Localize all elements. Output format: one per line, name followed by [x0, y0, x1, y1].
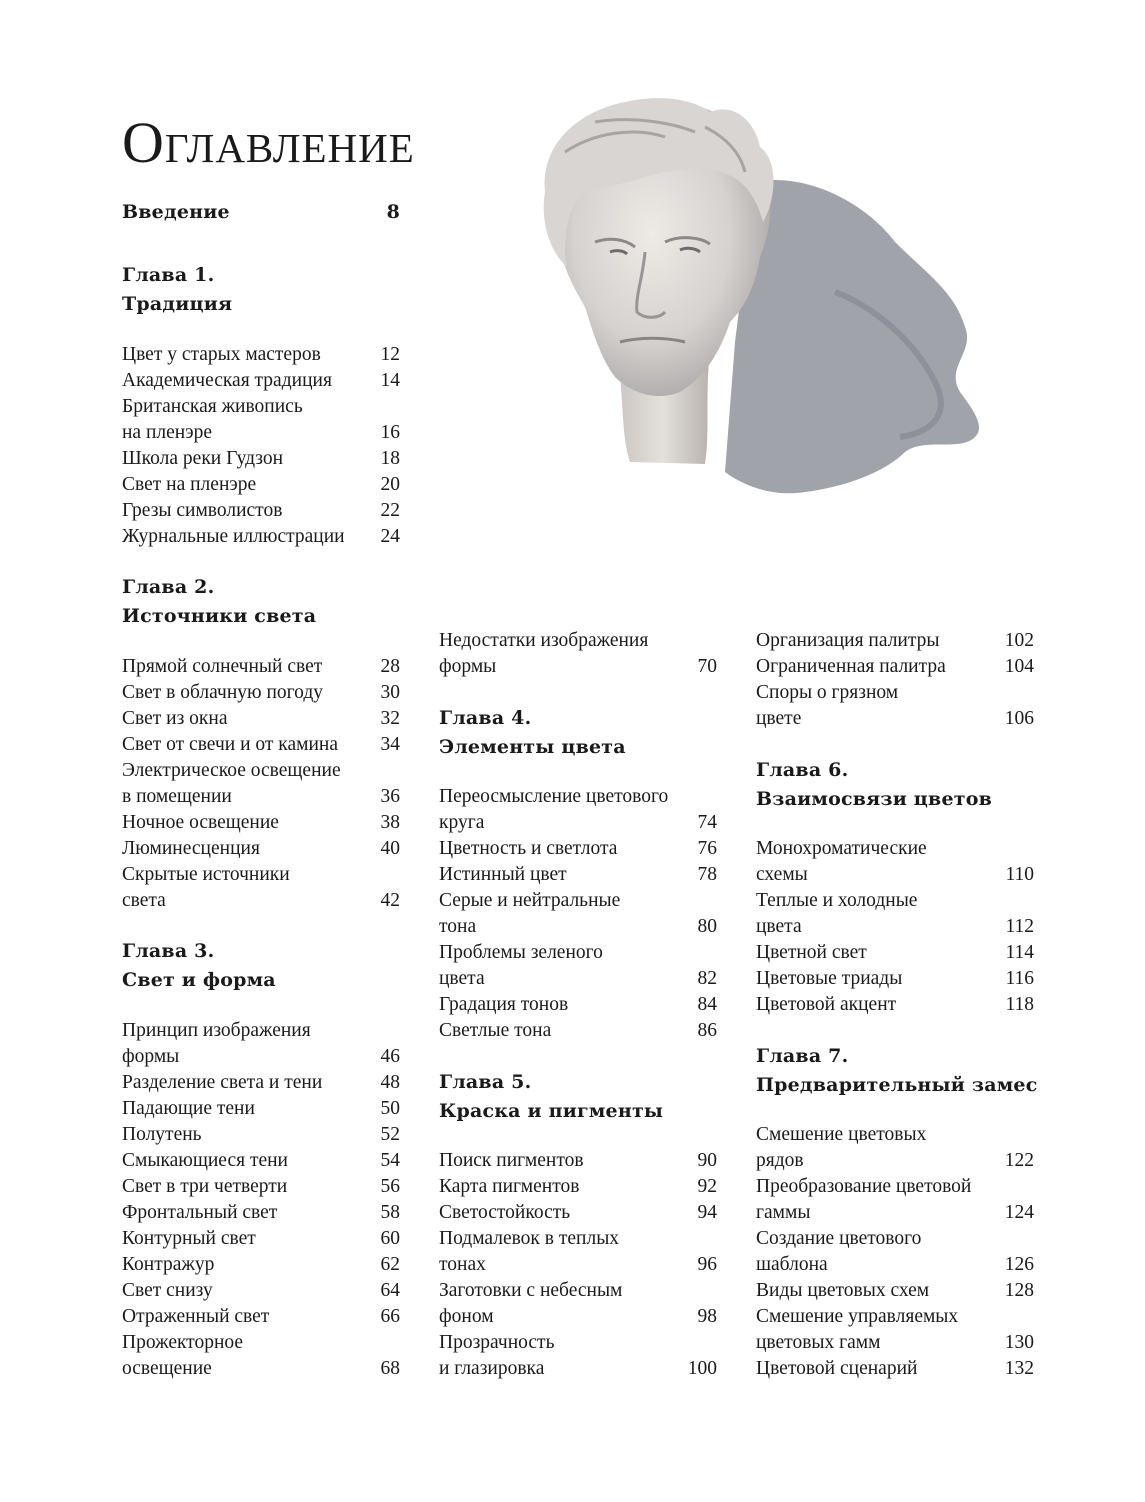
toc-entry[interactable] [756, 862, 1034, 888]
toc-entry-title: формы [439, 656, 497, 677]
toc-entry-title: Британская живопись [122, 396, 303, 417]
toc-entry-page: 86 [697, 1020, 717, 1041]
toc-entry-page: 110 [1005, 864, 1034, 885]
toc-entry-page: 96 [697, 1254, 717, 1275]
toc-entry-page: 46 [380, 1046, 400, 1067]
chapter-1-number[interactable]: Глава 1. [122, 264, 215, 286]
toc-entry-page: 42 [380, 890, 400, 911]
toc-entry[interactable] [439, 1200, 717, 1226]
toc-entry-title: Цветовой сценарий [756, 1358, 918, 1379]
toc-entry-page: 68 [380, 1358, 400, 1379]
toc-entry-title: Теплые и холодные [756, 890, 918, 911]
toc-entry-page: 34 [380, 734, 400, 755]
toc-entry[interactable] [439, 1330, 717, 1356]
chapter-3-title[interactable]: Свет и форма [122, 969, 276, 991]
toc-entry-title: Отраженный свет [122, 1306, 270, 1327]
toc-entry-page: 132 [1004, 1358, 1034, 1379]
toc-entry[interactable] [439, 1304, 717, 1330]
toc-entry-page: 24 [380, 526, 400, 547]
toc-entry-page: 114 [1005, 942, 1034, 963]
toc-entry-page: 70 [697, 656, 717, 677]
toc-entry[interactable] [122, 1018, 400, 1044]
toc-entry[interactable] [756, 836, 1034, 862]
toc-entry-title: Подмалевок в теплых [439, 1228, 620, 1249]
toc-entry-title: Грезы символистов [122, 500, 283, 521]
toc-entry-title: Принцип изображения [122, 1020, 311, 1041]
toc-entry[interactable] [439, 1018, 717, 1044]
toc-entry-title: цвете [756, 708, 802, 729]
toc-entry[interactable] [122, 472, 400, 498]
toc-entry-title: Свет в облачную погоду [122, 682, 324, 703]
toc-entry-page: 82 [697, 968, 717, 989]
toc-entry-title: Переосмысление цветового [439, 786, 669, 807]
toc-entry-page: 106 [1004, 708, 1034, 729]
toc-entry-title: Школа реки Гудзон [122, 448, 284, 469]
toc-entry[interactable] [756, 966, 1034, 992]
toc-entry-page: 18 [380, 448, 400, 469]
toc-entry[interactable] [122, 1330, 400, 1356]
toc-entry-page: 100 [687, 1358, 717, 1379]
toc-entry[interactable] [439, 1174, 717, 1200]
toc-entry-title: на пленэре [122, 422, 212, 443]
toc-entry-title: Электрическое освещение [122, 760, 341, 781]
toc-entry-page: 56 [380, 1176, 400, 1197]
toc-entry[interactable] [756, 628, 1034, 654]
chapter-2-title[interactable]: Источники света [122, 605, 317, 627]
toc-entry-title: фоном [439, 1306, 494, 1327]
toc-entry[interactable] [439, 1252, 717, 1278]
toc-entry-page: 66 [380, 1306, 400, 1327]
toc-entry-page: 104 [1004, 656, 1034, 677]
toc-entry-title: Светостойкость [439, 1202, 571, 1223]
toc-entry[interactable] [756, 1330, 1034, 1356]
toc-entry-page: 92 [697, 1176, 717, 1197]
toc-entry[interactable] [439, 888, 717, 914]
toc-entry[interactable] [122, 1278, 400, 1304]
toc-entry[interactable] [122, 1252, 400, 1278]
toc-entry-title: Светлые тона [439, 1020, 552, 1041]
toc-entry-title: Фронтальный свет [122, 1202, 278, 1223]
toc-entry-title: освещение [122, 1358, 212, 1379]
toc-entry-page: 22 [380, 500, 400, 521]
toc-entry-title: Цветовой акцент [756, 994, 897, 1015]
toc-entry-title: Цветовые триады [756, 968, 903, 989]
toc-entry-title: Недостатки изображения [439, 630, 649, 651]
toc-entry-page: 124 [1004, 1202, 1034, 1223]
toc-entry-title: Падающие тени [122, 1098, 255, 1119]
toc-entry[interactable] [122, 524, 400, 550]
toc-entry-page: 20 [380, 474, 400, 495]
toc-entry[interactable] [756, 1356, 1034, 1382]
toc-entry[interactable] [439, 1226, 717, 1252]
toc-entry-page: 14 [380, 370, 400, 391]
toc-entry-page: 80 [697, 916, 717, 937]
toc-entry[interactable] [122, 732, 400, 758]
toc-entry-page: 122 [1004, 1150, 1034, 1171]
toc-entry-page: 94 [697, 1202, 717, 1223]
toc-entry[interactable] [122, 498, 400, 524]
toc-entry-page: 62 [380, 1254, 400, 1275]
toc-entry-title: Скрытые источники [122, 864, 290, 885]
toc-entry-title: цвета [756, 916, 802, 937]
chapter-1-title[interactable]: Традиция [122, 293, 233, 315]
toc-entry-title: в помещении [122, 786, 232, 807]
toc-entry[interactable] [756, 940, 1034, 966]
toc-entry[interactable] [439, 1356, 717, 1382]
toc-entry[interactable] [122, 1044, 400, 1070]
toc-entry[interactable] [756, 914, 1034, 940]
toc-entry-title: Прожекторное [122, 1332, 244, 1353]
toc-entry-title: Проблемы зеленого [439, 942, 603, 963]
toc-entry[interactable] [122, 654, 400, 680]
toc-entry-title: Контурный свет [122, 1228, 256, 1249]
toc-entry[interactable] [756, 1122, 1034, 1148]
toc-entry[interactable] [756, 888, 1034, 914]
toc-entry-title: Свет из окна [122, 708, 228, 729]
toc-entry[interactable] [122, 1070, 400, 1096]
toc-entry-title: Истинный цвет [439, 864, 567, 885]
toc-entry-title: цвета [439, 968, 485, 989]
chapter-7-number[interactable]: Глава 7. [756, 1045, 849, 1067]
chapter-3-number[interactable]: Глава 3. [122, 940, 215, 962]
toc-column-2 [439, 0, 717, 1502]
toc-entry-title: Академическая традиция [122, 370, 332, 391]
toc-entry-title: Монохроматические [756, 838, 927, 859]
chapter-4-number[interactable]: Глава 4. [439, 707, 532, 729]
toc-entry-page: 40 [380, 838, 400, 859]
toc-entry-title: Заготовки с небесным [439, 1280, 623, 1301]
toc-column-3 [756, 0, 1038, 1502]
toc-entry[interactable] [439, 940, 717, 966]
chapter-5-title[interactable]: Краска и пигменты [439, 1100, 664, 1122]
toc-entry-title: Прозрачность [439, 1332, 555, 1353]
toc-entry-title: Создание цветового [756, 1228, 922, 1249]
toc-entry[interactable] [439, 914, 717, 940]
toc-intro[interactable] [122, 199, 400, 225]
toc-entry[interactable] [756, 1174, 1034, 1200]
toc-entry[interactable] [122, 1200, 400, 1226]
chapter-6-title[interactable]: Взаимосвязи цветов [756, 788, 992, 810]
toc-entry-title: Смешение цветовых [756, 1124, 927, 1145]
toc-entry-page: 52 [380, 1124, 400, 1145]
toc-entry[interactable] [122, 706, 400, 732]
toc-entry[interactable] [756, 706, 1034, 732]
toc-entry-title: Ограниченная палитра [756, 656, 946, 677]
toc-entry[interactable] [756, 680, 1034, 706]
toc-entry-page: 112 [1005, 916, 1034, 937]
chapter-2-number[interactable]: Глава 2. [122, 576, 215, 598]
toc-entry-title: формы [122, 1046, 180, 1067]
toc-entry-page: 118 [1005, 994, 1034, 1015]
toc-entry-title: Прямой солнечный свет [122, 656, 323, 677]
chapter-7-title[interactable]: Предварительный замес [756, 1074, 1038, 1096]
toc-entry-title: Организация палитры [756, 630, 940, 651]
toc-entry-title: рядов [756, 1150, 804, 1171]
toc-entry[interactable] [122, 1122, 400, 1148]
toc-entry[interactable] [756, 1304, 1034, 1330]
toc-entry[interactable] [122, 784, 400, 810]
toc-entry[interactable] [756, 654, 1034, 680]
toc-entry-title: Журнальные иллюстрации [122, 526, 345, 547]
toc-entry-title: цветовых гамм [756, 1332, 881, 1353]
toc-entry-page: 64 [380, 1280, 400, 1301]
toc-entry[interactable] [439, 836, 717, 862]
toc-entry-page: 48 [380, 1072, 400, 1093]
toc-entry-page: 126 [1004, 1254, 1034, 1275]
toc-entry-title: Градация тонов [439, 994, 569, 1015]
toc-entry-page: 50 [380, 1098, 400, 1119]
toc-entry[interactable] [756, 1226, 1034, 1252]
toc-entry[interactable] [122, 1174, 400, 1200]
toc-entry[interactable] [122, 758, 400, 784]
toc-entry[interactable] [439, 810, 717, 836]
toc-entry[interactable] [122, 836, 400, 862]
toc-entry-title: Контражур [122, 1254, 215, 1275]
toc-entry-title: круга [439, 812, 485, 833]
toc-entry[interactable] [122, 862, 400, 888]
toc-entry-page: 78 [697, 864, 717, 885]
toc-entry[interactable] [439, 1278, 717, 1304]
toc-entry[interactable] [122, 394, 400, 420]
toc-entry[interactable] [122, 420, 400, 446]
toc-entry-page: 32 [380, 708, 400, 729]
toc-entry-title: Полутень [122, 1124, 202, 1145]
page-title: Оглавление [122, 110, 415, 175]
toc-entry-page: 12 [380, 344, 400, 365]
toc-entry[interactable] [439, 862, 717, 888]
toc-entry-title: Поиск пигментов [439, 1150, 584, 1171]
toc-entry[interactable] [122, 888, 400, 914]
toc-entry-title: Люминесценция [122, 838, 260, 859]
toc-entry-title: Преобразование цветовой [756, 1176, 972, 1197]
toc-entry-page: 98 [697, 1306, 717, 1327]
toc-entry-title: Свет на пленэре [122, 474, 257, 495]
toc-column-1 [122, 0, 400, 1502]
toc-entry-page: 16 [380, 422, 400, 443]
toc-entry[interactable] [439, 1148, 717, 1174]
toc-entry-title: Цветной свет [756, 942, 867, 963]
toc-entry-title: и глазировка [439, 1358, 545, 1379]
chapter-5-number[interactable]: Глава 5. [439, 1071, 532, 1093]
toc-entry-title: тона [439, 916, 477, 937]
toc-entry-page: 30 [380, 682, 400, 703]
toc-entry-title: Свет от свечи и от камина [122, 734, 338, 755]
toc-entry-page: 60 [380, 1228, 400, 1249]
toc-entry[interactable] [756, 1200, 1034, 1226]
toc-entry-title: Споры о грязном [756, 682, 899, 703]
toc-entry[interactable] [439, 628, 717, 654]
toc-entry[interactable] [122, 1148, 400, 1174]
toc-entry-page: 38 [380, 812, 400, 833]
toc-entry[interactable] [439, 784, 717, 810]
toc-entry[interactable] [122, 680, 400, 706]
toc-entry-page: 102 [1004, 630, 1034, 651]
toc-entry-page: 28 [380, 656, 400, 677]
toc-entry-title: света [122, 890, 166, 911]
toc-entry[interactable] [122, 1356, 400, 1382]
toc-entry[interactable] [122, 446, 400, 472]
toc-entry[interactable] [756, 1148, 1034, 1174]
toc-entry-title: Свет в три четверти [122, 1176, 288, 1197]
toc-entry-page: 58 [380, 1202, 400, 1223]
toc-entry-page: 36 [380, 786, 400, 807]
toc-entry-title: Серые и нейтральные [439, 890, 621, 911]
toc-entry-page: 116 [1005, 968, 1034, 989]
toc-entry-title: Виды цветовых схем [756, 1280, 930, 1301]
toc-entry-title: шаблона [756, 1254, 828, 1275]
toc-entry[interactable] [122, 1226, 400, 1252]
toc-entry-title: схемы [756, 864, 808, 885]
toc-entry[interactable] [122, 1304, 400, 1330]
toc-entry[interactable] [122, 810, 400, 836]
toc-entry[interactable] [122, 1096, 400, 1122]
chapter-6-number[interactable]: Глава 6. [756, 759, 849, 781]
toc-entry-title: Карта пигментов [439, 1176, 580, 1197]
toc-entry[interactable] [122, 368, 400, 394]
toc-entry[interactable] [756, 992, 1034, 1018]
toc-entry-page: 54 [380, 1150, 400, 1171]
toc-entry-title: Цветность и светлота [439, 838, 618, 859]
toc-entry-page: 74 [697, 812, 717, 833]
toc-entry[interactable] [439, 966, 717, 992]
toc-entry-page: 130 [1004, 1332, 1034, 1353]
toc-entry-title: гаммы [756, 1202, 811, 1223]
toc-entry-title: Смыкающиеся тени [122, 1150, 288, 1171]
toc-entry-title: Цвет у старых мастеров [122, 344, 321, 365]
toc-entry-page: 128 [1004, 1280, 1034, 1301]
toc-entry[interactable] [439, 992, 717, 1018]
toc-entry[interactable] [756, 1252, 1034, 1278]
toc-intro-label: Введение [122, 201, 230, 223]
toc-entry-page: 76 [697, 838, 717, 859]
toc-entry-page: 84 [697, 994, 717, 1015]
toc-entry-title: Ночное освещение [122, 812, 279, 833]
toc-entry-title: Разделение света и тени [122, 1072, 323, 1093]
toc-entry-title: Свет снизу [122, 1280, 213, 1301]
toc-intro-page: 8 [386, 201, 400, 223]
toc-entry[interactable] [122, 342, 400, 368]
chapter-4-title[interactable]: Элементы цвета [439, 736, 626, 758]
toc-entry-page: 90 [697, 1150, 717, 1171]
toc-entry-title: Смешение управляемых [756, 1306, 959, 1327]
toc-entry-title: тонах [439, 1254, 486, 1275]
toc-entry[interactable] [756, 1278, 1034, 1304]
toc-entry[interactable] [439, 654, 717, 680]
